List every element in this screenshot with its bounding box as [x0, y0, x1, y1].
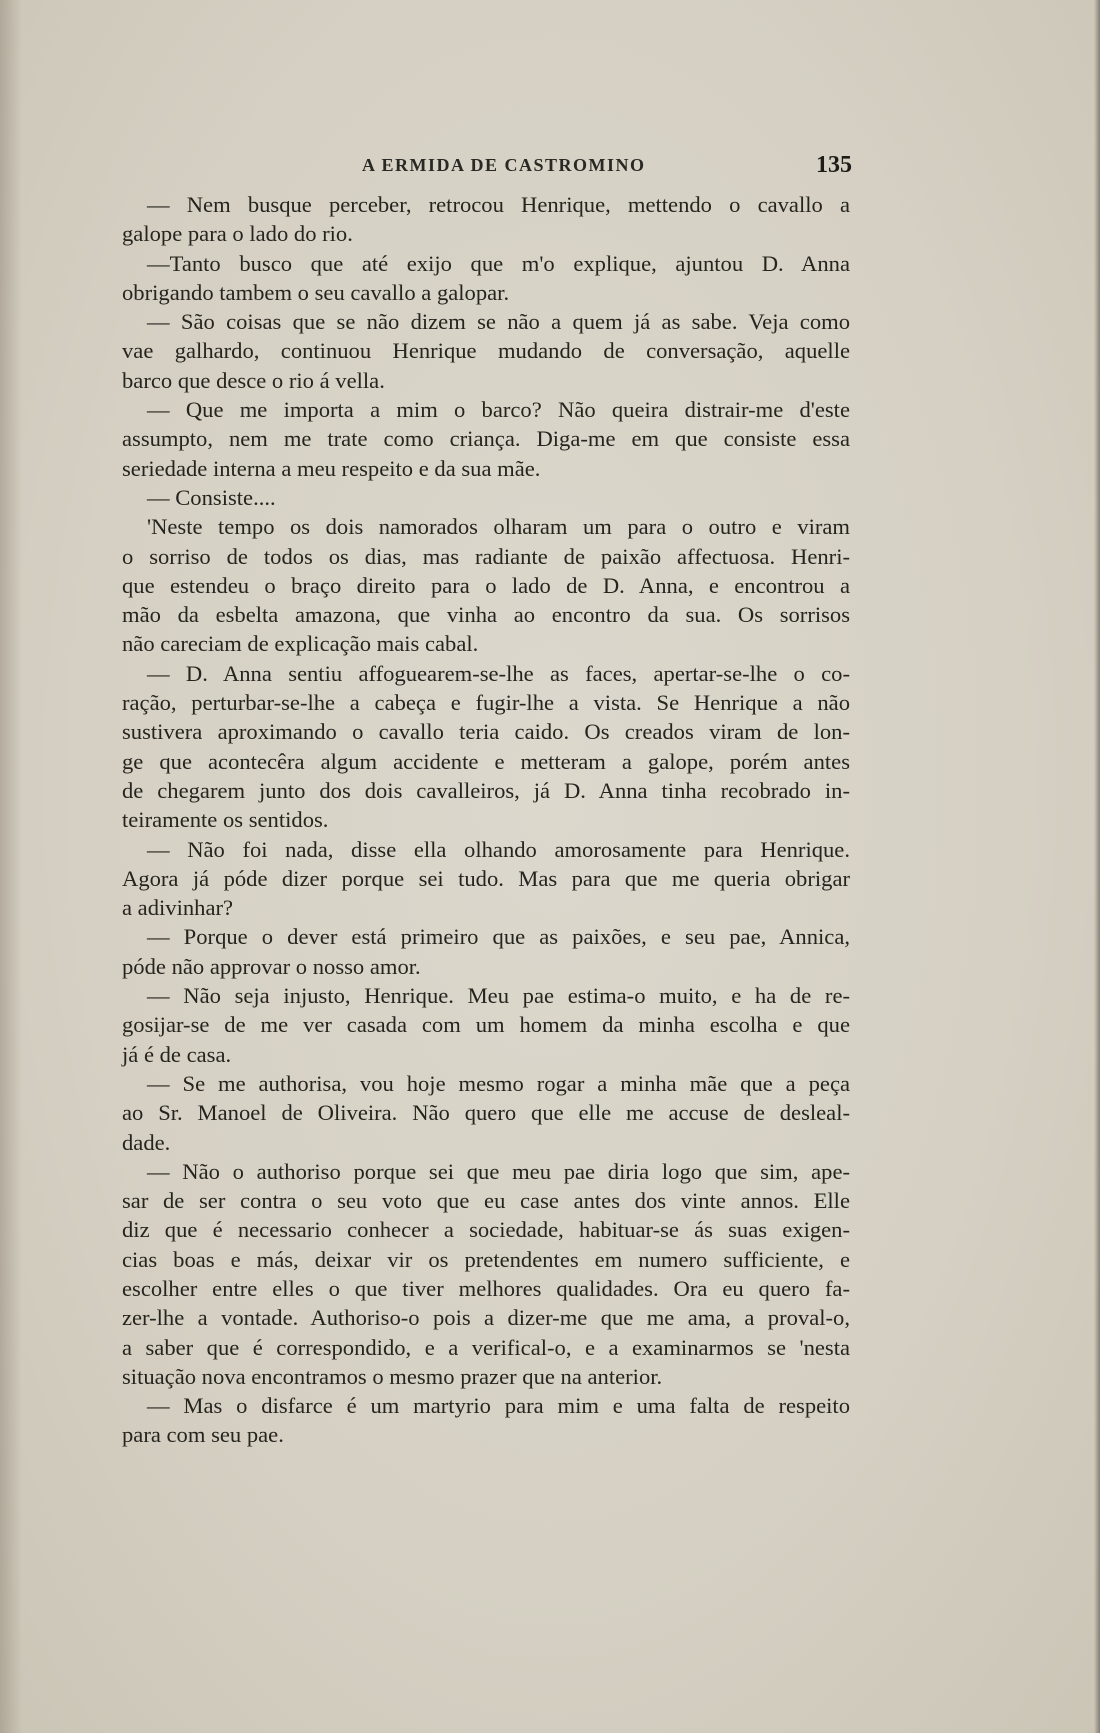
text-line: escolher entre elles o que tiver melhores qualidades. Ora eu quero fa- — [122, 1275, 850, 1301]
page-edge-shadow-left — [0, 0, 22, 1733]
running-title: A ERMIDA DE CASTROMINO — [362, 155, 646, 175]
text-line: dade. — [122, 1129, 171, 1155]
page-number: 135 — [816, 152, 852, 178]
text-line: — Consiste.... — [147, 484, 276, 510]
text-line: — Que me importa a mim o barco? Não queira distrair-me d'este — [147, 397, 850, 423]
text-line: barco que desce o rio á vella. — [122, 367, 385, 393]
text-line: obrigando tambem o seu cavallo a galopar. — [122, 279, 510, 305]
text-line: vae galhardo, continuou Henrique mudando de conversação, aquelle — [122, 338, 850, 364]
text-line: — D. Anna sentiu affoguearem-se-lhe as faces, apertar-se-lhe o co- — [147, 660, 850, 686]
text-line: — Nem busque perceber, retrocou Henrique, mettendo o cavallo a — [147, 192, 850, 217]
text-line: — Se me authorisa, vou hoje mesmo rogar a minha mãe que a peça — [147, 1070, 850, 1096]
text-line: — Porque o dever está primeiro que as paixões, e seu pae, Annica, — [147, 924, 850, 950]
text-line: — Não o authoriso porque sei que meu pae diria logo que sim, ape- — [147, 1158, 850, 1184]
text-line: póde não approvar o nosso amor. — [122, 953, 421, 979]
text-line: — Mas o disfarce é um martyrio para mim e uma falta de respeito — [147, 1393, 850, 1419]
text-line: a saber que é correspondido, e a verifical-o, e a examinarmos se 'nesta — [122, 1334, 850, 1360]
text-line: ração, perturbar-se-lhe a cabeça e fugir-lhe a vista. Se Henrique a não — [122, 690, 850, 716]
text-line: teiramente os sentidos. — [122, 807, 329, 833]
body-text — [122, 190, 850, 1450]
text-line: gosijar-se de me ver casada com um homem da minha escolha e que — [122, 1012, 850, 1038]
text-line: sustivera aproximando o cavallo teria caido. Os creados viram de lon- — [122, 719, 850, 745]
text-line: — Não foi nada, disse ella olhando amorosamente para Henrique. — [147, 836, 850, 862]
text-line: — São coisas que se não dizem se não a quem já as sabe. Veja como — [147, 309, 850, 335]
text-line: sar de ser contra o seu voto que eu case antes dos vinte annos. Elle — [122, 1188, 850, 1214]
text-line: assumpto, nem me trate como criança. Diga-me em que consiste essa — [122, 426, 850, 452]
text-line: zer-lhe a vontade. Authoriso-o pois a dizer-me que me ama, a proval-o, — [122, 1305, 850, 1331]
text-line: que estendeu o braço direito para o lado de D. Anna, e encontrou a — [122, 572, 850, 598]
text-line: mão da esbelta amazona, que vinha ao encontro da sua. Os sorrisos — [122, 602, 850, 628]
page-edge-shadow-right — [1094, 0, 1100, 1733]
text-line: cias boas e más, deixar vir os pretendentes em numero sufficiente, e — [122, 1246, 850, 1272]
text-line: — Não seja injusto, Henrique. Meu pae estima-o muito, e ha de re- — [147, 983, 850, 1009]
text-line: ao Sr. Manoel de Oliveira. Não quero que elle me accuse de desleal- — [122, 1100, 850, 1126]
text-line: de chegarem junto dos dois cavalleiros, já D. Anna tinha recobrado in- — [122, 777, 850, 803]
text-line: —Tanto busco que até exijo que m'o explique, ajuntou D. Anna — [147, 250, 850, 276]
text-line: para com seu pae. — [122, 1422, 284, 1448]
text-line: Agora já póde dizer porque sei tudo. Mas para que me queria obrigar — [122, 865, 850, 891]
text-line: não careciam de explicação mais cabal. — [122, 631, 479, 657]
text-line: galope para o lado do rio. — [122, 221, 353, 247]
running-head — [122, 152, 852, 179]
text-line: 'Neste tempo os dois namorados olharam um para o outro e viram — [147, 514, 850, 540]
text-line: ge que acontecêra algum accidente e metteram a galope, porém antes — [122, 748, 850, 774]
text-line: diz que é necessario conhecer a sociedade, habituar-se ás suas exigen- — [122, 1217, 850, 1243]
text-line: já é de casa. — [122, 1041, 232, 1067]
text-line: seriedade interna a meu respeito e da sua mãe. — [122, 455, 541, 481]
text-line: o sorriso de todos os dias, mas radiante de paixão affectuosa. Henri- — [122, 543, 850, 569]
text-line: a adivinhar? — [122, 895, 234, 921]
text-line: situação nova encontramos o mesmo prazer que na anterior. — [122, 1363, 663, 1389]
